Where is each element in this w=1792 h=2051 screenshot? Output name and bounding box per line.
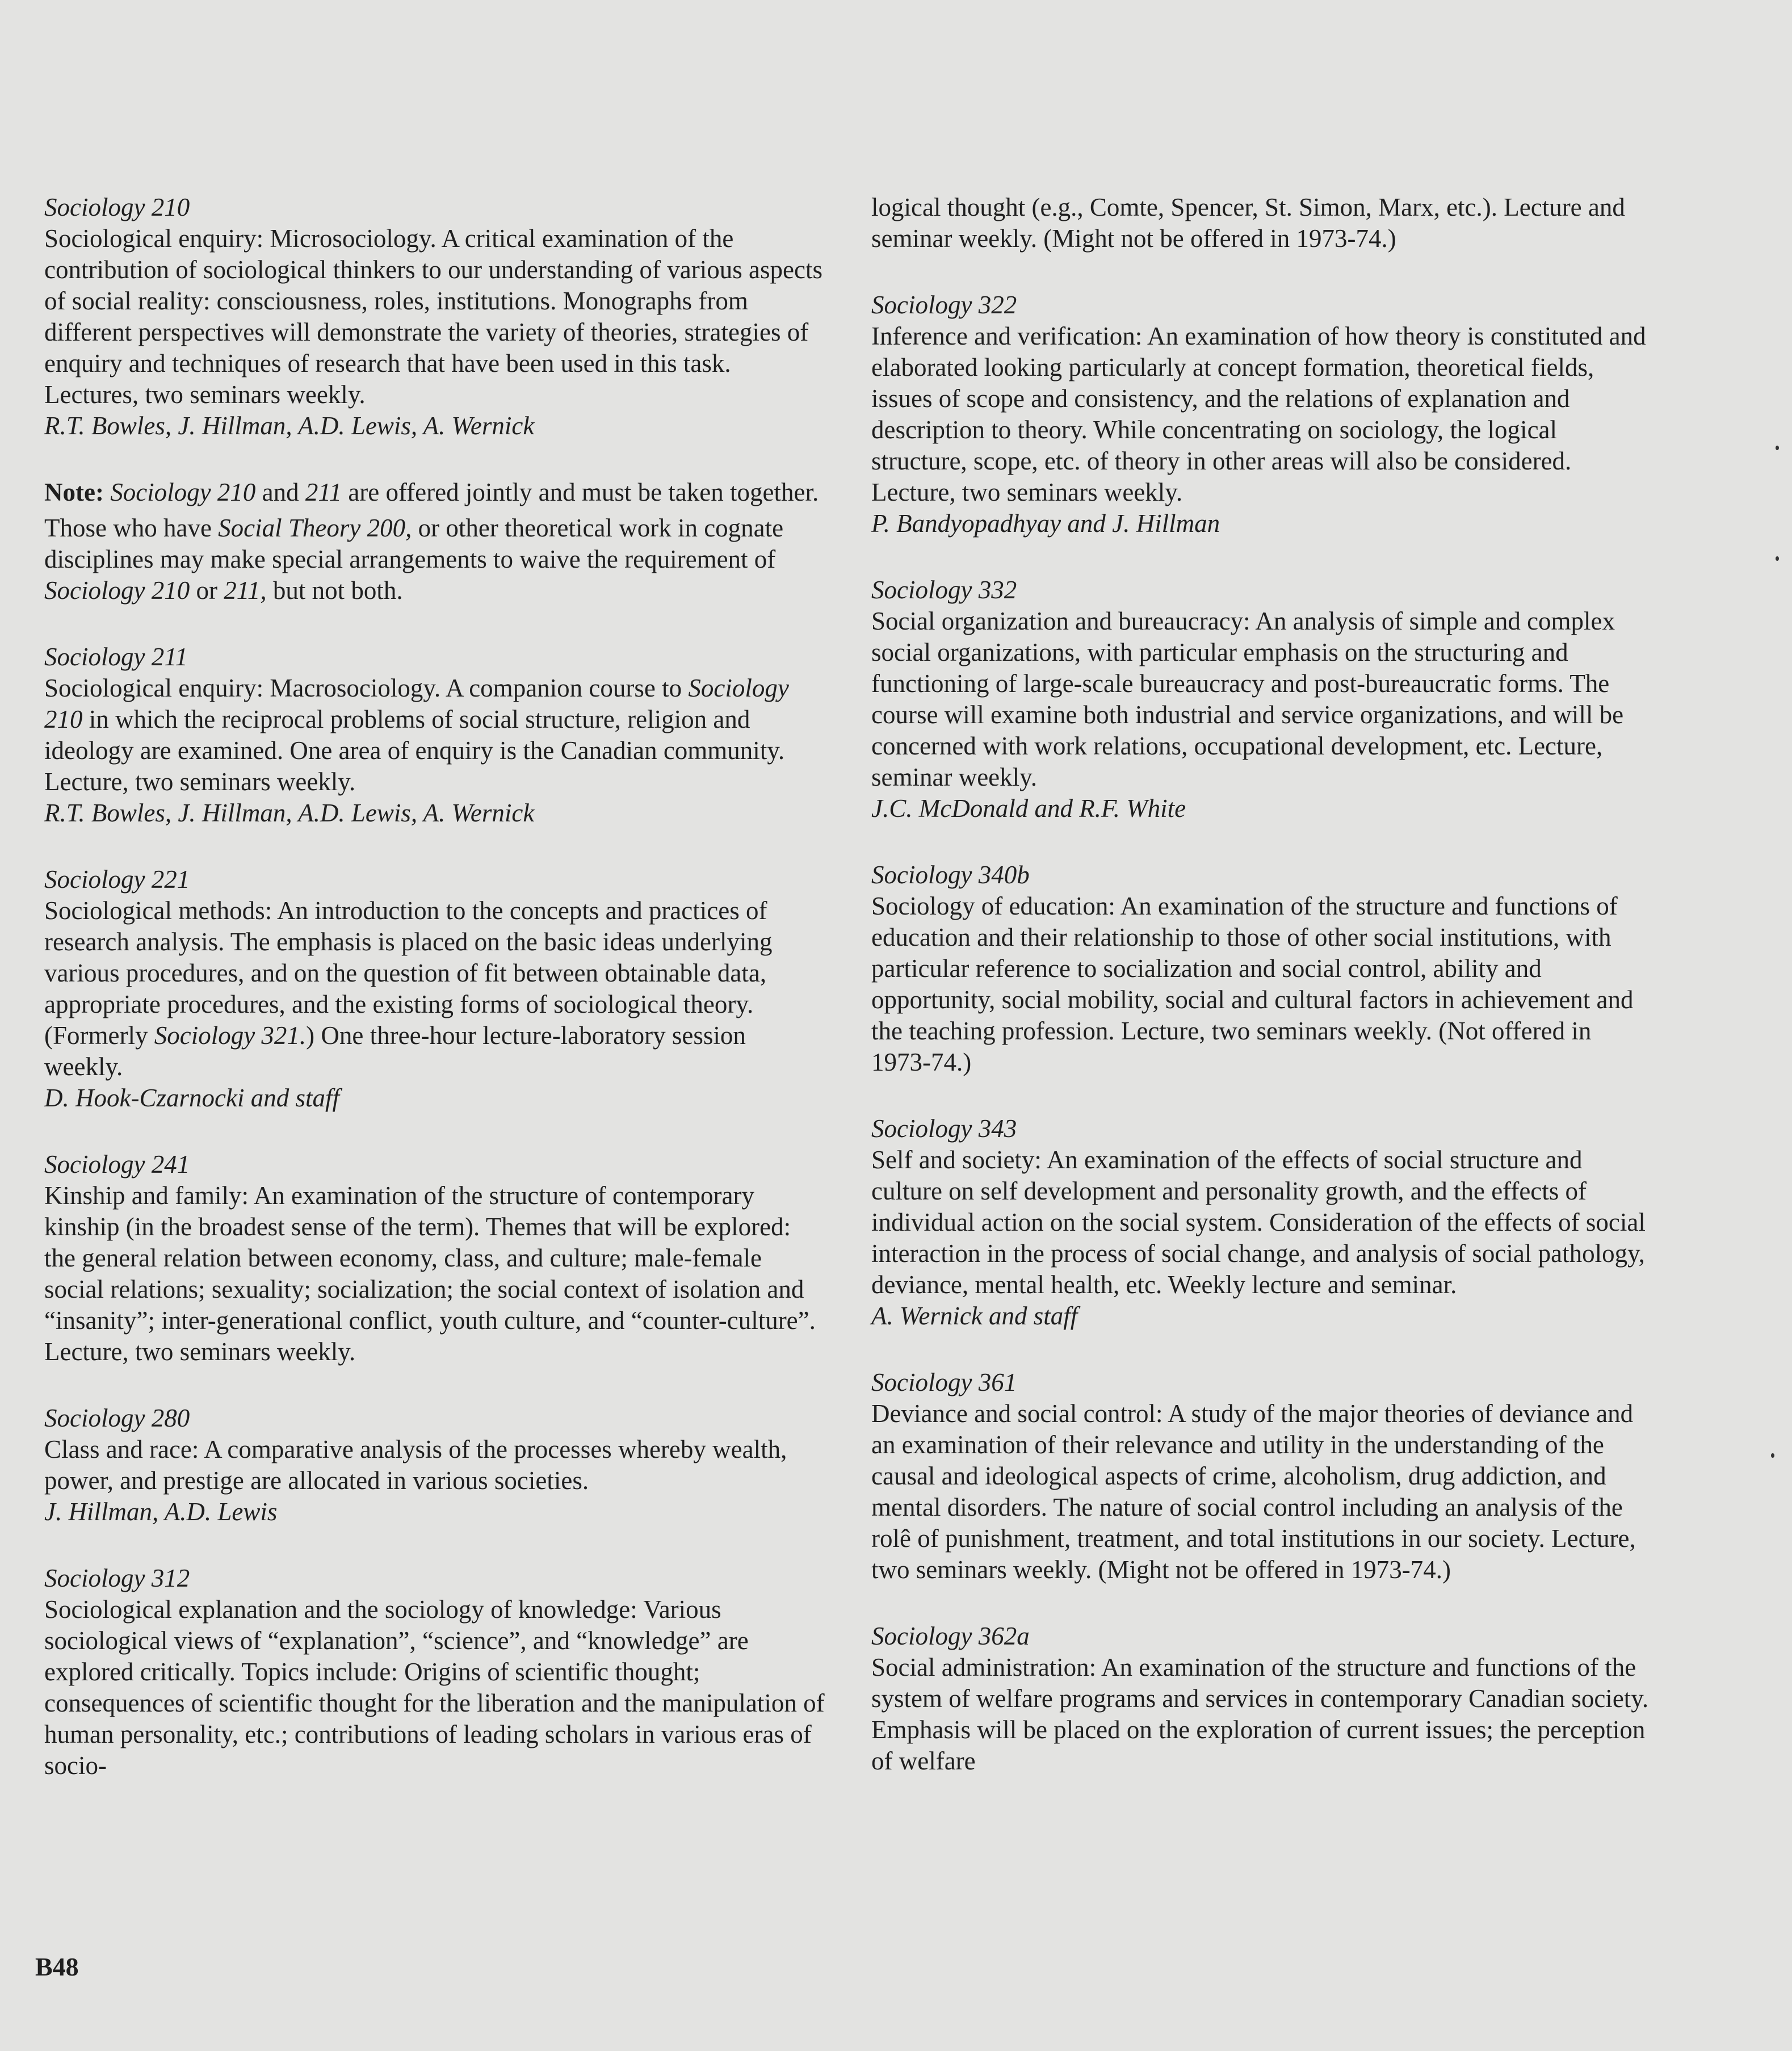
course-title: Sociology 211	[44, 643, 188, 671]
course-description-continued: logical thought (e.g., Comte, Spencer, St. Simon, Marx, etc.). Lecture and seminar weekly. (Might not be offered in 1973-74.)	[871, 193, 1625, 253]
note-label: Note:	[44, 478, 104, 506]
course-entry-sociology-361	[871, 1367, 1655, 1586]
course-title: Sociology 343	[871, 1114, 1017, 1143]
course-description: Sociology of education: An examination of the structure and functions of education and their relationship to those of other social institutions, with particular reference to socialization and social control, ability and opportunity, social mobility, social and cultural factors in achievement and the teaching profession. Lecture, two seminars weekly. (Not offered in 1973-74.)	[871, 892, 1634, 1076]
course-title: Sociology 340b	[871, 861, 1030, 889]
course-title: Sociology 280	[44, 1404, 190, 1432]
course-instructors: D. Hook-Czarnocki and staff	[44, 1084, 339, 1112]
course-instructors: J. Hillman, A.D. Lewis	[44, 1498, 278, 1526]
description-course-ref: Sociology 210	[44, 674, 789, 733]
course-entry-sociology-211	[44, 641, 828, 829]
scan-speck	[1776, 556, 1779, 561]
course-instructors: R.T. Bowles, J. Hillman, A.D. Lewis, A. Wernick	[44, 412, 535, 440]
note-text: and	[255, 478, 305, 506]
course-description: Deviance and social control: A study of the major theories of deviance and an examination of their relevance and utility in the understanding of the causal and ideological aspects of crime, alcoholism, drug addiction, and mental disorders. The nature of social control including an analysis of the rolê of punishment, treatment, and total institutions in our society. Lecture, two seminars weekly. (Might not be offered in 1973-74.)	[871, 1399, 1636, 1584]
course-description: Kinship and family: An examination of the structure of contemporary kinship (in the broadest sense of the term). Themes that will be explored: the general relation between economy, class, and culture; male-female social relations; sexuality; socialization; the social context of isolation and “insanity”; inter-generational conflict, youth culture, and “counter-culture”. Lecture, two seminars weekly.	[44, 1181, 816, 1366]
course-title: Sociology 210	[44, 193, 190, 221]
page-number: B48	[35, 1952, 79, 1981]
course-title: Sociology 362a	[871, 1622, 1030, 1650]
course-description: Sociological explanation and the sociology of knowledge: Various sociological views of “explanation”, “science”, and “knowledge” are explored critically. Topics include: Origins of scientific thought; consequences of scientific thought for the liberation and the manipulation of human personality, etc.; contributions of leading scholars in various eras of socio-	[44, 1595, 825, 1780]
course-entry-sociology-210	[44, 192, 828, 442]
course-description: Social administration: An examination of the structure and functions of the system of welfare programs and services in contemporary Canadian society. Emphasis will be placed on the exploration of current issues; the perception of welfare	[871, 1653, 1649, 1775]
course-description: Inference and verification: An examination of how theory is constituted and elaborated looking particularly at concept formation, theoretical fields, issues of scope and consistency, and the relations of explanation and description to theory. While concentrating on sociology, the logical structure, scope, etc. of theory in other areas will also be considered. Lecture, two seminars weekly.	[871, 322, 1646, 506]
course-instructors: J.C. McDonald and R.F. White	[871, 794, 1186, 823]
description-text: in which the reciprocal problems of social structure, religion and ideology are examined. One area of enquiry is the Canadian community. Lecture, two seminars weekly.	[44, 705, 785, 796]
note-paragraph-2	[44, 513, 828, 606]
course-instructors: A. Wernick and staff	[871, 1302, 1078, 1330]
course-title: Sociology 221	[44, 865, 190, 894]
description-course-ref: Sociology 321.	[154, 1021, 307, 1050]
scan-speck	[1771, 1453, 1774, 1458]
description-text: Sociological methods: An introduction to the concepts and practices of research analysis. The emphasis is placed on the basic ideas underlying various procedures, and on the question of fit between obtainable data, appropriate procedures, and the existing forms of sociological theory. (Formerly	[44, 896, 773, 1050]
note-text: are offered jointly and must be taken together.	[342, 478, 819, 506]
course-title: Sociology 241	[44, 1150, 190, 1178]
course-description	[44, 673, 828, 798]
course-instructors: R.T. Bowles, J. Hillman, A.D. Lewis, A. Wernick	[44, 799, 535, 827]
course-entry-sociology-343	[871, 1113, 1655, 1332]
scan-speck	[1776, 446, 1779, 450]
note-course-ref: Sociology 210	[110, 478, 256, 506]
course-instructors: P. Bandyopadhyay and J. Hillman	[871, 509, 1220, 538]
course-title: Sociology 332	[871, 576, 1017, 604]
course-entry-sociology-362a	[871, 1621, 1655, 1777]
note-text: or other theoretical work in cognate disciplines may make special arrangements to waive the requirement of	[44, 514, 784, 573]
course-entry-sociology-280	[44, 1403, 828, 1528]
note-paragraph-1	[44, 477, 828, 508]
note-course-ref: Sociology 210	[44, 576, 190, 605]
course-title: Sociology 322	[871, 291, 1017, 319]
course-title: Sociology 312	[44, 1564, 190, 1592]
course-entry-sociology-221	[44, 864, 828, 1114]
course-entry-continuation	[871, 192, 1655, 254]
course-entry-sociology-340b	[871, 859, 1655, 1078]
course-title: Sociology 361	[871, 1368, 1017, 1396]
course-description	[44, 895, 828, 1083]
note-text: or	[190, 576, 224, 605]
course-entry-sociology-332	[871, 574, 1655, 824]
note-course-ref: 211,	[224, 576, 267, 605]
note-course-ref: 211	[305, 478, 342, 506]
description-text: Sociological enquiry: Macrosociology. A companion course to	[44, 674, 689, 702]
course-description: Social organization and bureaucracy: An analysis of simple and complex social organizations, with particular emphasis on the structuring and functioning of large-scale bureaucracy and post-bureaucratic forms. The course will examine both industrial and service organizations, and will be concerned with work relations, occupational development, etc. Lecture, seminar weekly.	[871, 607, 1624, 791]
description-text: ) One three-hour lecture-laboratory session weekly.	[44, 1021, 746, 1081]
course-description: Self and society: An examination of the effects of social structure and culture on self development and personality growth, and the effects of individual action on the social system. Consideration of the effects of social interaction in the process of social change, and analysis of social pathology, deviance, mental health, etc. Weekly lecture and seminar.	[871, 1146, 1646, 1299]
note-text: but not both.	[266, 576, 403, 605]
course-description: Sociological enquiry: Microsociology. A critical examination of the contribution of sociological thinkers to our understanding of various aspects of social reality: consciousness, roles, institutions. Monographs from different perspectives will demonstrate the variety of theories, strategies of enquiry and techniques of research that have been used in this task. Lectures, two seminars weekly.	[44, 224, 822, 409]
course-entry-sociology-322	[871, 290, 1655, 539]
course-entry-sociology-241	[44, 1149, 828, 1368]
right-column	[871, 192, 1655, 1812]
note-block	[44, 477, 828, 606]
note-text: Those who have	[44, 514, 219, 542]
course-entry-sociology-312	[44, 1563, 828, 1781]
left-column	[44, 192, 828, 1817]
note-course-ref: Social Theory 200,	[218, 514, 412, 542]
course-description: Class and race: A comparative analysis of the processes whereby wealth, power, and prestige are allocated in various societies.	[44, 1435, 787, 1495]
